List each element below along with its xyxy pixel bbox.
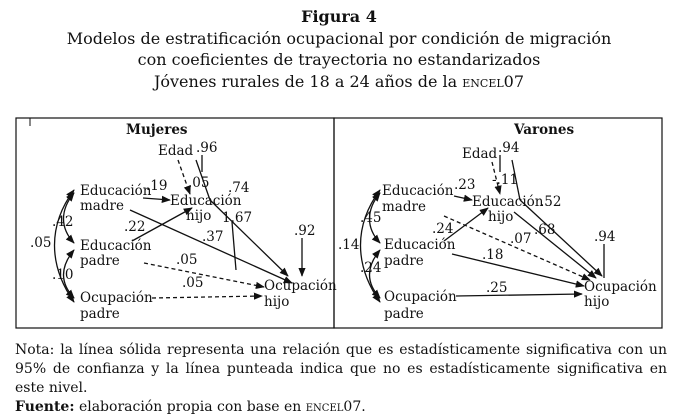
coef-corr-padre-ocup-r: .24 <box>360 260 382 276</box>
coef-edumadre-educhijo: .19 <box>146 178 168 194</box>
panel-title-varones: Varones <box>514 122 575 138</box>
coef-ocuppadre-ocuphijo: .05 <box>182 275 204 291</box>
node-ocupacion-hijo-line2-r: hijo <box>584 294 610 310</box>
node-educacion-padre-line2: padre <box>80 253 120 269</box>
node-edad: Edad <box>158 143 194 159</box>
note-text: Nota: la línea sólida representa una relación que es estadísticamente significativa con un 95% de confianza y la línea punteada indica que no es estadísticamente significativa en este nivel. <box>15 342 667 396</box>
node-educacion-madre-line1-r: Educación <box>382 183 454 199</box>
coef-educhijo-error: 1.67 <box>222 210 253 226</box>
figure-title-source: encel07 <box>462 71 525 91</box>
source-line <box>15 398 667 417</box>
coef-corr-madre-ocup: .05 <box>30 235 52 251</box>
coef-edupadre-educhijo-r: .24 <box>432 221 454 237</box>
node-educacion-hijo-line2: hijo <box>186 208 212 224</box>
coef-ocuppadre-ocuphijo-r: .25 <box>486 280 508 296</box>
node-edad-r: Edad <box>462 146 498 162</box>
panel-title-mujeres: Mujeres <box>126 122 188 138</box>
source-suffix: 07. <box>343 399 366 415</box>
corr-madre-ocup-r <box>361 190 381 302</box>
coef-corr-madre-padre: .42 <box>52 214 74 230</box>
node-educacion-madre-line2-r: madre <box>382 199 426 215</box>
node-educacion-hijo-line1-r: Educación <box>472 194 544 210</box>
node-ocupacion-padre-line2: padre <box>80 306 120 322</box>
node-ocupacion-hijo-line2: hijo <box>264 294 290 310</box>
figure-note <box>15 341 667 417</box>
source-text: elaboración propia con base en <box>74 399 306 415</box>
node-ocupacion-hijo-line1: Ocupación <box>264 278 337 294</box>
coef-edumadre-ocuphijo-r: .07 <box>510 231 532 247</box>
node-educacion-padre-line1: Educación <box>80 238 152 254</box>
node-educacion-hijo-line1: Educación <box>170 193 242 209</box>
node-educacion-madre-line2: madre <box>80 198 124 214</box>
figure-title-prefix: Jóvenes rurales de 18 a 24 años de la <box>153 71 463 91</box>
coef-ocuphijo-error-r: .94 <box>594 229 616 245</box>
coef-ocuphijo-error: .92 <box>294 223 316 239</box>
node-educacion-padre-line2-r: padre <box>384 253 424 269</box>
node-ocupacion-padre-line2-r: padre <box>384 306 424 322</box>
coef-edupadre-ocuphijo: .05 <box>176 252 198 268</box>
panel-mujeres-labels <box>30 122 337 322</box>
coef-edad-ocuphijo-r: .52 <box>540 194 562 210</box>
coef-edad-error: .96 <box>196 140 218 156</box>
panel-varones <box>361 155 605 302</box>
coef-edupadre-educhijo: .22 <box>124 219 146 235</box>
figure-title-line-1: Modelos de estratificación ocupacional por condición de migración <box>66 28 612 48</box>
source-ref: encel <box>305 399 344 415</box>
path-ocuppadre-ocuphijo <box>152 296 262 298</box>
coef-corr-padre-ocup: .10 <box>52 267 74 283</box>
path-ocuppadre-ocuphijo-r <box>456 294 582 296</box>
source-label: Fuente: <box>15 399 75 415</box>
path-edad-ocuphijo-r-b <box>520 200 602 276</box>
coef-edupadre-ocuphijo-r: .18 <box>482 247 504 263</box>
figure-label: Figura 4 <box>301 7 377 26</box>
coef-edad-educhijo: .05 <box>188 175 210 191</box>
coef-edumadre-educhijo-r: .23 <box>454 177 476 193</box>
figure-title-line-2: con coeficientes de trayectoria no estandarizados <box>137 50 541 69</box>
path-edupadre-ocuphijo <box>144 263 264 287</box>
node-ocupacion-hijo-line1-r: Ocupación <box>584 279 657 295</box>
coef-educhijo-ocuphijo-r: .68 <box>534 222 556 238</box>
panel-varones-labels <box>338 122 657 322</box>
coef-corr-madre-padre-r: .45 <box>360 210 382 226</box>
coef-corr-madre-ocup-r: .14 <box>338 237 360 253</box>
coef-edumadre-ocuphijo: .37 <box>202 229 224 245</box>
node-educacion-madre-line1: Educación <box>80 183 152 199</box>
node-ocupacion-padre-line1-r: Ocupación <box>384 289 457 305</box>
coef-edad-ocuphijo: .74 <box>228 180 250 196</box>
path-educhijo-error <box>232 222 236 270</box>
path-edupadre-ocuphijo-r <box>452 254 584 286</box>
node-educacion-hijo-line2-r: hijo <box>488 209 514 225</box>
path-edumadre-educhijo-r <box>454 196 472 200</box>
coef-edad-educhijo-r: -.11 <box>492 172 519 188</box>
node-educacion-padre-line1-r: Educación <box>384 237 456 253</box>
coef-edad-error-r: .94 <box>498 140 520 156</box>
node-ocupacion-padre-line1: Ocupación <box>80 290 153 306</box>
corr-madre-ocup <box>55 190 75 302</box>
